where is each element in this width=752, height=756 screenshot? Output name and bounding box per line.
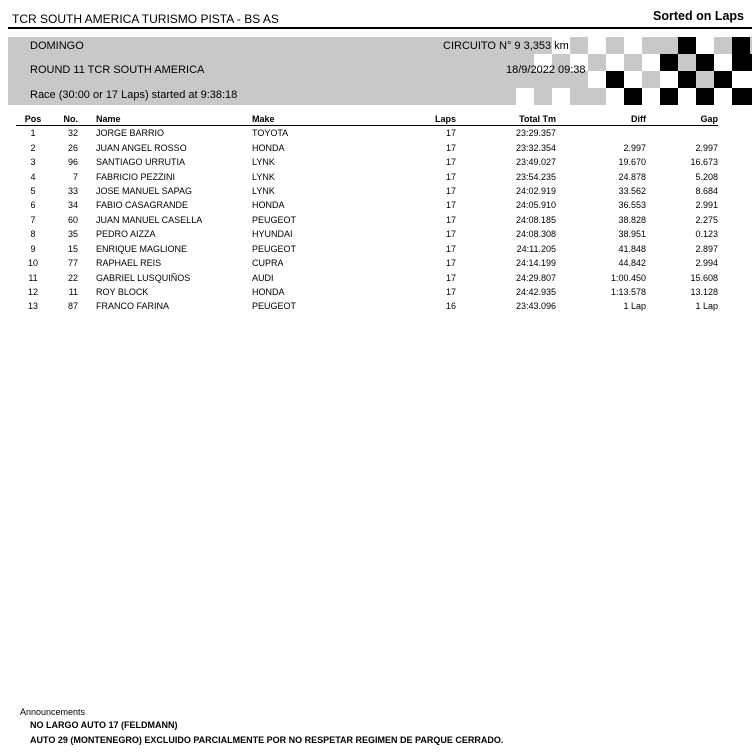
table-row	[16, 155, 718, 169]
cell-no: 87	[67, 301, 78, 312]
cell-gap: 2.991	[695, 200, 718, 211]
cell-name: FRANCO FARINA	[96, 301, 170, 312]
table-row	[16, 198, 718, 212]
cell-make: AUDI	[252, 272, 274, 283]
cell-diff: 38.951	[618, 229, 646, 240]
cell-gap: 13.128	[690, 287, 718, 298]
col-header-laps: Laps	[372, 112, 456, 126]
cell-total-time: 23:29.357	[515, 128, 556, 139]
cell-make: LYNK	[252, 171, 275, 182]
cell-name: ROY BLOCK	[96, 287, 149, 298]
cell-pos: 5	[30, 185, 36, 196]
cell-laps: 17	[445, 258, 456, 269]
cell-no: 11	[68, 287, 78, 298]
col-header-pos: Pos	[16, 112, 50, 126]
cell-no: 7	[72, 171, 78, 182]
event-day: DOMINGO	[30, 40, 84, 52]
table-row	[16, 140, 718, 154]
cell-pos: 13	[27, 301, 38, 312]
table-row	[16, 242, 718, 256]
cell-total-time: 24:05.910	[515, 200, 556, 211]
cell-gap: 2.897	[695, 243, 718, 254]
circuit-info: CIRCUITO N° 9 3,353 km	[443, 40, 569, 52]
cell-total-time: 23:43.096	[515, 301, 556, 312]
cell-laps: 17	[445, 200, 456, 211]
cell-make: LYNK	[252, 157, 275, 168]
cell-make: PEUGEOT	[252, 243, 297, 254]
cell-gap: 16.673	[690, 157, 718, 168]
cell-laps: 16	[445, 301, 456, 312]
cell-gap: 0.123	[695, 229, 718, 240]
announcement-line: AUTO 29 (MONTENEGRO) EXCLUIDO PARCIALMENTE POR NO RESPETAR REGIMEN DE PARQUE CERRADO.	[30, 735, 504, 745]
cell-no: 77	[67, 258, 78, 269]
cell-no: 34	[67, 200, 78, 211]
cell-no: 33	[67, 185, 78, 196]
header-divider	[8, 27, 752, 29]
table-row	[16, 227, 718, 241]
cell-diff: 44.842	[618, 258, 646, 269]
round-name: ROUND 11 TCR SOUTH AMERICA	[30, 64, 205, 76]
table-row	[16, 169, 718, 183]
cell-total-time: 24:14.199	[515, 258, 556, 269]
cell-gap: 2.997	[695, 142, 718, 153]
cell-gap: 2.994	[695, 258, 718, 269]
cell-name: JOSE MANUEL SAPAG	[96, 185, 193, 196]
cell-total-time: 24:42.935	[515, 287, 556, 298]
cell-diff: 1:00.450	[610, 272, 646, 283]
report-title: TCR SOUTH AMERICA TURISMO PISTA - BS AS	[12, 12, 279, 26]
cell-make: CUPRA	[252, 258, 284, 269]
cell-make: HONDA	[252, 287, 285, 298]
table-row	[16, 285, 718, 299]
cell-laps: 17	[445, 142, 456, 153]
cell-pos: 2	[30, 142, 36, 153]
cell-name: FABRICIO PEZZINI	[96, 171, 176, 182]
cell-pos: 6	[30, 200, 36, 211]
cell-pos: 8	[30, 229, 36, 240]
cell-total-time: 23:54.235	[515, 171, 556, 182]
cell-no: 96	[67, 157, 78, 168]
cell-pos: 11	[28, 272, 38, 283]
cell-make: PEUGEOT	[252, 301, 297, 312]
cell-diff: 38.828	[618, 214, 646, 225]
cell-pos: 7	[30, 214, 36, 225]
cell-no: 22	[67, 272, 78, 283]
cell-diff: 2.997	[623, 142, 646, 153]
cell-total-time: 24:02.919	[515, 185, 556, 196]
cell-total-time: 24:11.205	[516, 243, 556, 254]
table-row	[16, 299, 718, 313]
cell-gap: 8.684	[695, 185, 718, 196]
event-datetime: 18/9/2022 09:38	[506, 64, 586, 76]
race-info: Race (30:00 or 17 Laps) started at 9:38:18	[30, 89, 238, 101]
cell-make: TOYOTA	[252, 128, 289, 139]
cell-diff: 41.848	[618, 243, 646, 254]
cell-diff: 24.878	[618, 171, 646, 182]
table-row	[16, 256, 718, 270]
cell-laps: 17	[445, 229, 456, 240]
cell-laps: 17	[445, 171, 456, 182]
table-row	[16, 213, 718, 227]
cell-make: HONDA	[252, 142, 285, 153]
cell-gap: 5.208	[695, 171, 718, 182]
event-banner	[8, 37, 752, 105]
cell-make: HONDA	[252, 200, 285, 211]
cell-gap: 2.275	[695, 214, 718, 225]
cell-make: PEUGEOT	[252, 214, 297, 225]
cell-gap: 15.608	[690, 272, 718, 283]
cell-total-time: 23:32.354	[515, 142, 556, 153]
cell-laps: 17	[445, 272, 456, 283]
cell-pos: 12	[27, 287, 38, 298]
cell-pos: 3	[30, 157, 36, 168]
cell-diff: 1:13.578	[610, 287, 646, 298]
cell-name: JUAN ANGEL ROSSO	[96, 142, 187, 153]
cell-laps: 17	[445, 157, 456, 168]
cell-laps: 17	[445, 243, 456, 254]
col-header-gap: Gap	[646, 112, 718, 126]
cell-diff: 1 Lap	[623, 301, 646, 312]
cell-name: JORGE BARRIO	[96, 128, 165, 139]
cell-pos: 1	[30, 128, 36, 139]
cell-name: FABIO CASAGRANDE	[96, 200, 189, 211]
sort-label: Sorted on Laps	[653, 9, 744, 23]
cell-name: PEDRO AIZZA	[96, 229, 156, 240]
cell-name: ENRIQUE MAGLIONE	[96, 243, 188, 254]
cell-laps: 17	[445, 214, 456, 225]
cell-laps: 17	[445, 287, 456, 298]
cell-name: GABRIEL LUSQUIÑOS	[96, 272, 191, 283]
cell-pos: 10	[27, 258, 38, 269]
cell-pos: 9	[30, 243, 36, 254]
cell-name: SANTIAGO URRUTIA	[96, 157, 186, 168]
cell-laps: 17	[445, 128, 456, 139]
cell-diff: 19.670	[618, 157, 646, 168]
table-row	[16, 184, 718, 198]
table-header-row	[16, 112, 718, 126]
cell-total-time: 24:29.807	[515, 272, 556, 283]
announcement-line: NO LARGO AUTO 17 (FELDMANN)	[30, 720, 178, 730]
col-header-name: Name	[78, 112, 246, 126]
col-header-make: Make	[246, 112, 372, 126]
cell-name: JUAN MANUEL CASELLA	[96, 214, 203, 225]
cell-name: RAPHAEL REIS	[96, 258, 162, 269]
col-header-no: No.	[50, 112, 78, 126]
cell-make: LYNK	[252, 185, 275, 196]
cell-pos: 4	[30, 171, 36, 182]
cell-make: HYUNDAI	[252, 229, 293, 240]
cell-total-time: 24:08.308	[515, 229, 556, 240]
cell-total-time: 23:49.027	[515, 157, 556, 168]
cell-laps: 17	[445, 185, 456, 196]
cell-diff: 33.562	[618, 185, 646, 196]
cell-no: 32	[67, 128, 78, 139]
cell-total-time: 24:08.185	[515, 214, 556, 225]
col-header-total: Total Tm	[456, 112, 556, 126]
cell-no: 35	[67, 229, 78, 240]
cell-diff	[556, 126, 646, 141]
cell-no: 26	[67, 142, 78, 153]
cell-diff: 36.553	[618, 200, 646, 211]
announcements-title: Announcements	[20, 707, 86, 717]
cell-gap	[646, 126, 718, 141]
table-row	[16, 270, 718, 284]
results-table	[16, 112, 718, 314]
table-row	[16, 126, 718, 141]
cell-no: 60	[67, 214, 78, 225]
col-header-diff: Diff	[556, 112, 646, 126]
cell-gap: 1 Lap	[695, 301, 718, 312]
cell-no: 15	[67, 243, 78, 254]
